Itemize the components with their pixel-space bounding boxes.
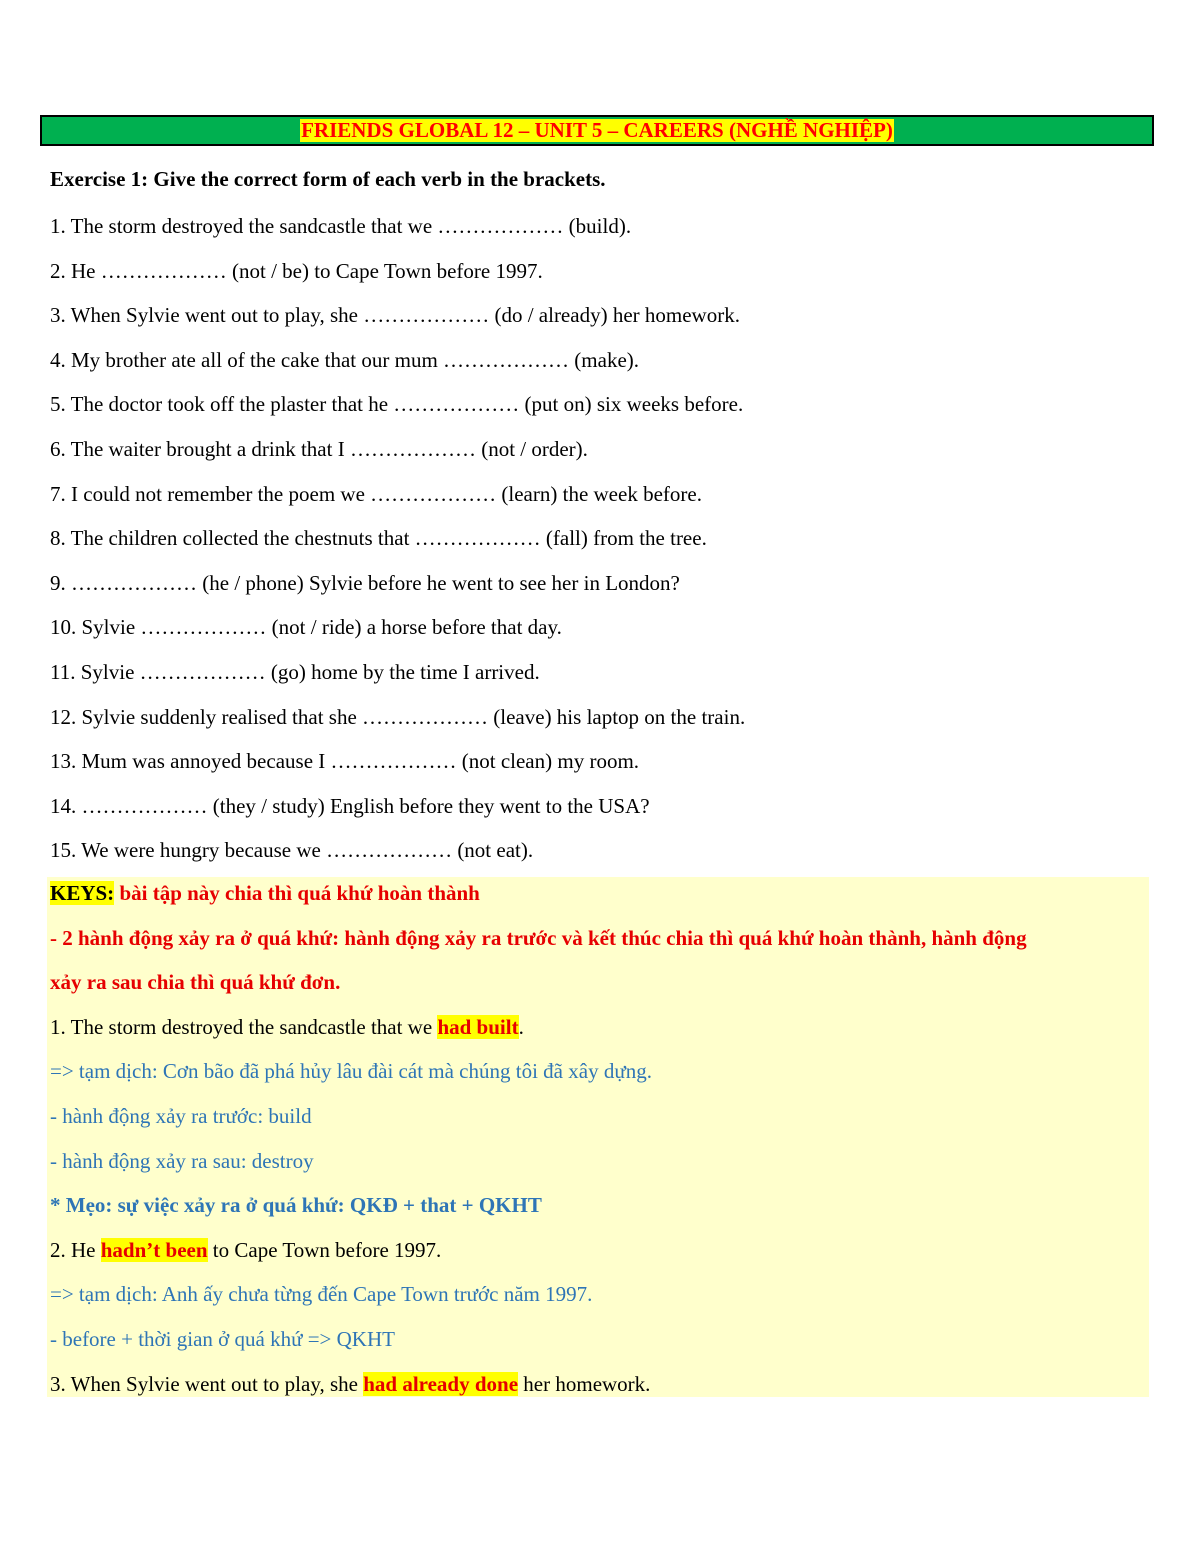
answer-3 [50, 1368, 1149, 1413]
explanation: - before + thời gian ở quá khứ => QKHT [50, 1326, 395, 1351]
keys-rule-line: xảy ra sau chia thì quá khứ đơn. [50, 970, 341, 995]
answer-text: . [518, 1014, 524, 1039]
explanation: - hành động xảy ra sau: destroy [50, 1148, 314, 1173]
question-item: 2. He ……………… (not / be) to Cape Town before 1997. [50, 258, 543, 283]
question-item: 11. Sylvie ……………… (go) home by the time I arrived. [50, 659, 540, 684]
question-item: 15. We were hungry because we ……………… (not eat). [50, 838, 534, 863]
question-item: 4. My brother ate all of the cake that our mum ……………… (make). [50, 347, 640, 372]
question-item: 7. I could not remember the poem we ……………… (learn) the week before. [50, 481, 702, 506]
question-item: 3. When Sylvie went out to play, she ……………… (do / already) her homework. [50, 303, 740, 328]
answer-text: 2. He [50, 1237, 101, 1262]
tip: * Mẹo: sự việc xảy ra ở quá khứ: QKĐ + that + QKHT [50, 1193, 542, 1218]
question-item: 12. Sylvie suddenly realised that she ……………… (leave) his laptop on the train. [50, 704, 746, 729]
keys-label: KEYS: [50, 881, 115, 905]
answer-1 [50, 1011, 1149, 1056]
question-item: 6. The waiter brought a drink that I ……………… (not / order). [50, 436, 588, 461]
explanation: - hành động xảy ra trước: build [50, 1103, 312, 1128]
question-item: 13. Mum was annoyed because I ……………… (not clean) my room. [50, 749, 640, 774]
question-item: 10. Sylvie ……………… (not / ride) a horse before that day. [50, 615, 562, 640]
translation: => tạm dịch: Cơn bão đã phá hủy lâu đài cát mà chúng tôi đã xây dựng. [50, 1059, 652, 1084]
question-list [50, 206, 1150, 875]
answer-text: 1. The storm destroyed the sandcastle that we [50, 1014, 438, 1039]
question-item: 9. ……………… (he / phone) Sylvie before he went to see her in London? [50, 570, 680, 595]
document-title: FRIENDS GLOBAL 12 – UNIT 5 – CAREERS (NGHỀ NGHIỆP) [301, 118, 893, 142]
answer-text: her homework. [518, 1371, 651, 1396]
question-item: 1. The storm destroyed the sandcastle that we ……………… (build). [50, 214, 632, 238]
keys-rule-line: - 2 hành động xảy ra ở quá khứ: hành động xảy ra trước và kết thúc chia thì quá khứ hoàn thành, hành động [50, 925, 1027, 950]
question-item: 5. The doctor took off the plaster that he ……………… (put on) six weeks before. [50, 392, 744, 417]
keys-intro-text: bài tập này chia thì quá khứ hoàn thành [114, 881, 480, 905]
keys-intro [50, 877, 1149, 922]
answer-highlight: hadn’t been [100, 1237, 208, 1262]
translation: => tạm dịch: Anh ấy chưa từng đến Cape Town trước năm 1997. [50, 1282, 593, 1307]
answer-highlight: had built [437, 1014, 519, 1039]
title-bar [40, 115, 1154, 146]
answer-keys [47, 877, 1149, 1397]
question-item: 8. The children collected the chestnuts that ……………… (fall) from the tree. [50, 526, 707, 551]
answer-text: 3. When Sylvie went out to play, she [50, 1371, 364, 1396]
question-item: 14. ……………… (they / study) English before they went to the USA? [50, 793, 650, 818]
answer-text: to Cape Town before 1997. [207, 1237, 442, 1262]
answer-highlight: had already done [363, 1371, 519, 1396]
exercise-heading: Exercise 1: Give the correct form of each verb in the brackets. [50, 167, 606, 191]
answer-2 [50, 1234, 1149, 1279]
